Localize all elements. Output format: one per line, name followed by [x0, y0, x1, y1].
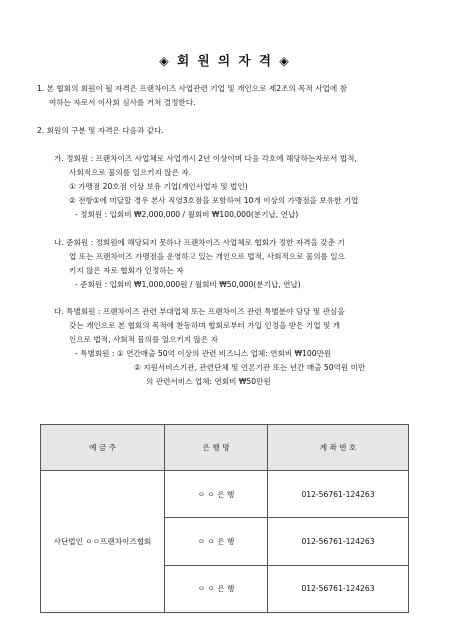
- na-line2: 업 또는 프랜차이즈 가맹점을 운영하고 있는 개인으로 법적, 사회적으로 물의를 일으: [69, 252, 345, 261]
- section1-line2: 여하는 자로서 이사회 심사를 거쳐 결정한다.: [49, 98, 196, 107]
- account-number-cell: 012-56761-124263: [268, 565, 409, 612]
- ga-line2: 사회적으로 물의를 일으키지 않은 자.: [69, 168, 192, 177]
- header-account: 계 좌 번 호: [268, 425, 409, 471]
- account-number-cell: 012-56761-124263: [268, 470, 409, 517]
- ga-item1: ① 가맹점 20호점 이상 보유 기업(개인사업자 및 법인): [69, 182, 248, 191]
- table-header-row: [41, 425, 409, 471]
- ga-item2: ② 전항①에 미달할 경우 본사 직영3호점을 포함하여 10개 이상의 가맹점을 보유한 기업: [69, 196, 359, 205]
- bank-name-cell: ㅇ ㅇ 은 행: [165, 518, 268, 565]
- na-fee: - 준회원 : 입회비 ₩1,000,000원 / 월회비 ₩50,000(분기납, 연납): [75, 280, 301, 289]
- ga-line1: 가. 정회원 : 프랜차이즈 사업체로 사업개시 2년 이상이며 다음 각호에 해당하는자로서 법적,: [54, 154, 357, 163]
- page-title: ◈ 회 원 의 자 격 ◈: [159, 53, 291, 68]
- na-line3: 키지 않은 자로 협회가 인정하는 자: [69, 266, 184, 275]
- table-row: [41, 470, 409, 517]
- section2-heading: 2. 회원의 구분 및 자격은 다음과 같다.: [37, 126, 164, 135]
- bank-name-cell: ㅇ ㅇ 은 행: [165, 470, 268, 517]
- bank-name-cell: ㅇ ㅇ 은 행: [165, 565, 268, 612]
- account-holder-cell: 사단법인 ㅇㅇ프랜차이즈협회: [41, 470, 165, 612]
- da-fee2: ② 지원서비스기관, 관련단체 및 언론기관 또는 년간 매출 50억원 미만: [134, 363, 366, 372]
- account-number-cell: 012-56761-124263: [268, 518, 409, 565]
- da-fee1: - 특별회원 : ① 연간매출 50억 이상의 관련 비즈니스 업체: 연회비 ₩100만원: [75, 349, 332, 358]
- da-line1: 다. 특별회원 : 프랜차이즈 관련 부대업체 또는 프랜차이즈 관련 특별분야 담당 및 관심을: [54, 307, 345, 316]
- da-line2: 갖는 개인으로 본 협회의 목적에 찬동하며 협회로부터 가입 인정을 받은 기업 및 개: [69, 321, 341, 330]
- da-fee3: 의 관련서비스 업체: 연회비 ₩50만원: [146, 377, 271, 386]
- section1-line1: 1. 본 협회의 회원이 될 자격은 프랜차이즈 사업관련 기업 및 개인으로 제2조의 목적 사업에 참: [37, 84, 347, 93]
- header-bank: 은 행 명: [165, 425, 268, 471]
- ga-fee: - 정회원 : 입회비 ₩2,000,000 / 월회비 ₩100,000(분기납, 연납): [75, 210, 299, 219]
- header-holder: 예 금 주: [41, 425, 165, 471]
- da-line3: 인으로 법적, 사회적 물의를 일으키지 않은 자: [69, 335, 218, 344]
- account-table: [40, 424, 409, 613]
- na-line1: 나. 준회원 : 정회원에 해당되지 못하나 프랜차이즈 사업체로 협회가 정한 자격을 갖춘 기: [54, 238, 345, 247]
